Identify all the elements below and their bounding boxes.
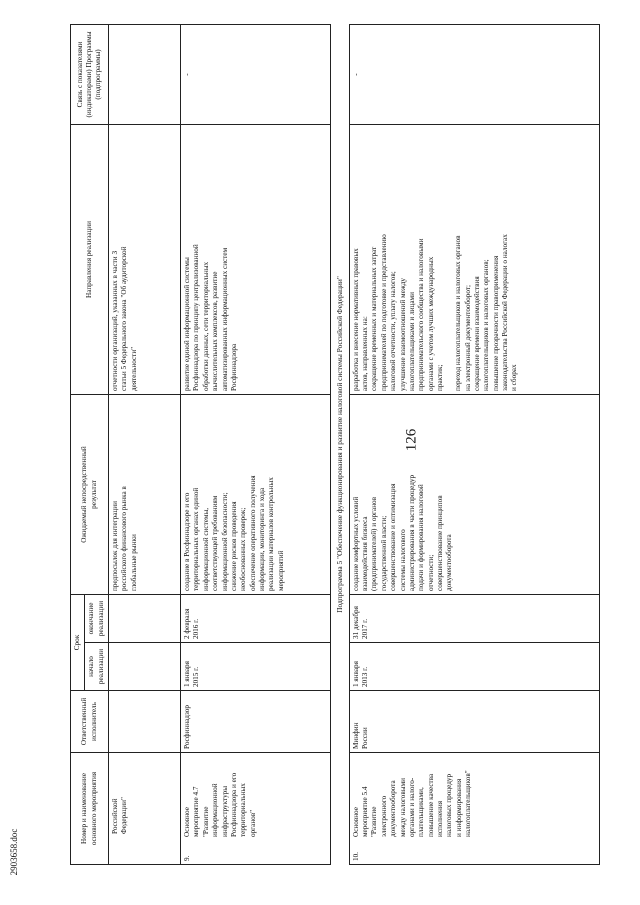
subprogram-title: Подпрограмма 5 "Обеспечение функционирования и развитие налоговой системы Российской Федерации"	[331, 24, 350, 864]
cell-result: создание в Росфиннадзоре и его территориальных органах единой информационной системы, соответствующей требованиям информационной безопасности; снижение рисков проведения необоснованных проверок; обеспечение оперативного получения информации, мониторинга и хода реализации материалов контрольных мероприятий	[181, 394, 331, 594]
cell-result: предпосылок для интеграции российского финансового рынка в глобальные рынки	[109, 394, 181, 594]
cell-start: 1 января 2013 г.	[349, 643, 599, 691]
table-row	[181, 24, 331, 864]
cell-executor	[109, 691, 181, 753]
header-executor: Ответственный исполнитель	[71, 691, 109, 753]
cell-start	[109, 643, 181, 691]
cell-name: Российской Федерации"	[109, 753, 181, 865]
rotated-table-area	[70, 25, 610, 865]
table-row	[349, 24, 599, 864]
cell-link: -	[181, 24, 331, 124]
cell-directions: разработка и внесение нормативных правовых актов, направленных на: сокращение временных и материальных затрат предпринимателей по подготовке и представлению налоговой отчетности, уплату налогов; улучшение взаимоотношений между налогоплательщиками и лицами предпринимательского сообщества и налоговыми органами с учетом лучших международных практик; переход налогоплательщиков и налоговых органов на электронный документооборот; сокращение времени взаимодействия налогоплательщиков и налоговых органов; повышение прозрачности правоприменения законодательства Российской Федерации о налогах и сборах	[349, 124, 599, 394]
cell-executor: Минфин России	[349, 691, 599, 753]
header-term: Срок	[71, 594, 85, 690]
cell-link	[109, 24, 181, 124]
header-result: Ожидаемый непосредственный результат	[71, 394, 109, 594]
cell-directions: отчетности организаций, указанных в части 3 статьи 5 Федерального закона "Об аудиторской деятельности"	[109, 124, 181, 394]
measures-table	[70, 24, 600, 865]
cell-executor: Росфиннадзор	[181, 691, 331, 753]
header-directions: Направления реализации	[71, 124, 109, 394]
header-number-name: Номер и наименование основного мероприятия	[71, 753, 109, 865]
cell-name: 9. Основное мероприятие 4.7 "Развитие информационной инфраструктуры Росфиннадзора и его территориальных органов"	[181, 753, 331, 865]
cell-directions: развитие единой информационной системы Росфиннадзора по принципу централизованной обработки данных, сети территориальных вычислительных комплексов, развитие автоматизированных информационных систем Росфиннадзора	[181, 124, 331, 394]
cell-end: 2 февраля 2016 г.	[181, 594, 331, 642]
header-row	[71, 24, 85, 864]
cell-end: 31 декабря 2017 г.	[349, 594, 599, 642]
footer-filename: 2903658.doc	[9, 828, 19, 876]
header-link: Связь с показателями (индикаторами) Программы (подпрограммы)	[71, 24, 109, 124]
page-number: 126	[403, 428, 420, 452]
table-row	[109, 24, 181, 864]
header-start: начало реализации	[85, 643, 109, 691]
subprogram-row	[331, 24, 350, 864]
cell-name: 10. Основное мероприятие 5.4 "Развитие электронного документооборота между налоговыми органами и налого- плательщиками, повышение качества исполнения налоговых процедур и информирования налогоплательщиков"	[349, 753, 599, 865]
cell-start: 1 января 2015 г.	[181, 643, 331, 691]
cell-end	[109, 594, 181, 642]
header-end: окончание реализации	[85, 594, 109, 642]
cell-link: -	[349, 24, 599, 124]
cell-result: создание комфортных условий взаимодействия бизнеса (предпринимателей) и органов государственной власти; совершенствование и оптимизация системы налогового администрирования в части процедур подачи и формирования налоговой отчетности; совершенствование принципов документооборота	[349, 394, 599, 594]
